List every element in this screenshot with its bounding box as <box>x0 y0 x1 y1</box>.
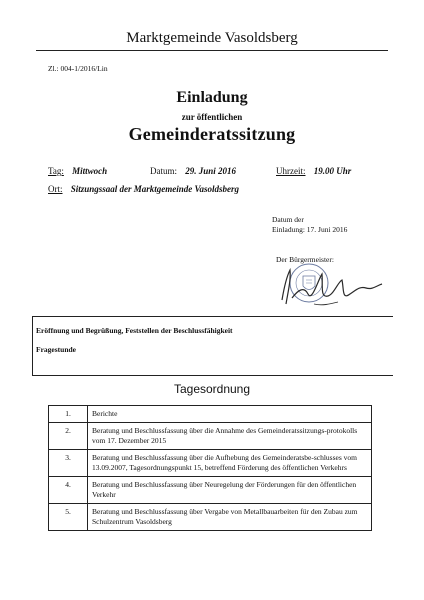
date-label: Datum: <box>150 166 177 176</box>
day-row <box>48 166 107 176</box>
reference-number: Zl.: 004-1/2016/Lin <box>48 64 108 73</box>
date-value: 29. Juni 2016 <box>185 166 237 176</box>
title-invitation: Einladung <box>176 89 248 106</box>
agenda-row <box>49 423 372 450</box>
agenda-row <box>49 450 372 477</box>
header-rule <box>36 50 388 51</box>
place-label: Ort: <box>48 184 63 194</box>
agenda-text: Berichte <box>88 406 372 423</box>
agenda-text: Beratung und Beschlussfassung über die Aufhebung des Gemeinderatsbe-schlusses vom 13.09.2007, Tagesordnungspunkt 15, betreffend Förderung des öffentlichen Verkehrs <box>88 450 372 477</box>
invitation-date-line2: Einladung: 17. Juni 2016 <box>272 225 348 234</box>
opening-item-1: Eröffnung und Begrüßung, Feststellen der Beschlussfähigkeit <box>36 326 233 335</box>
municipality-name: Marktgemeinde Vasoldsberg <box>126 30 298 46</box>
agenda-number: 5. <box>49 504 88 531</box>
opening-items-box <box>32 316 393 376</box>
agenda-text: Beratung und Beschlussfassung über Neuregelung der Förderungen für den öffentlichen Verkehr <box>88 477 372 504</box>
agenda-text: Beratung und Beschlussfassung über Vergabe von Metallbauarbeiten für den Zubau zum Schulzentrum Vasoldsberg <box>88 504 372 531</box>
invitation-date-line1: Datum der <box>272 215 304 224</box>
agenda-number: 3. <box>49 450 88 477</box>
agenda-number: 4. <box>49 477 88 504</box>
opening-item-2: Fragestunde <box>36 345 76 354</box>
day-value: Mittwoch <box>72 166 108 176</box>
place-value: Sitzungssaal der Marktgemeinde Vasoldsberg <box>70 184 240 194</box>
date-row <box>150 166 236 176</box>
agenda-table <box>48 405 372 531</box>
mayor-label: Der Bürgermeister: <box>276 255 334 264</box>
agenda-number: 1. <box>49 406 88 423</box>
agenda-row <box>49 406 372 423</box>
time-row <box>276 166 351 176</box>
place-row <box>48 184 239 194</box>
time-label: Uhrzeit: <box>276 166 306 176</box>
invitation-date <box>272 215 347 235</box>
agenda-text: Beratung und Beschlussfassung über die Annahme des Gemeinderatssitzungs-protokolls vom 17. Dezember 2015 <box>88 423 372 450</box>
agenda-number: 2. <box>49 423 88 450</box>
agenda-row <box>49 504 372 531</box>
title-council-meeting: Gemeinderatssitzung <box>128 124 296 144</box>
time-value: 19.00 Uhr <box>313 166 352 176</box>
title-public: zur öffentlichen <box>181 112 243 122</box>
agenda-row <box>49 477 372 504</box>
mayor-signature <box>268 260 388 312</box>
day-label: Tag: <box>48 166 64 176</box>
agenda-title: Tagesordnung <box>173 382 251 396</box>
